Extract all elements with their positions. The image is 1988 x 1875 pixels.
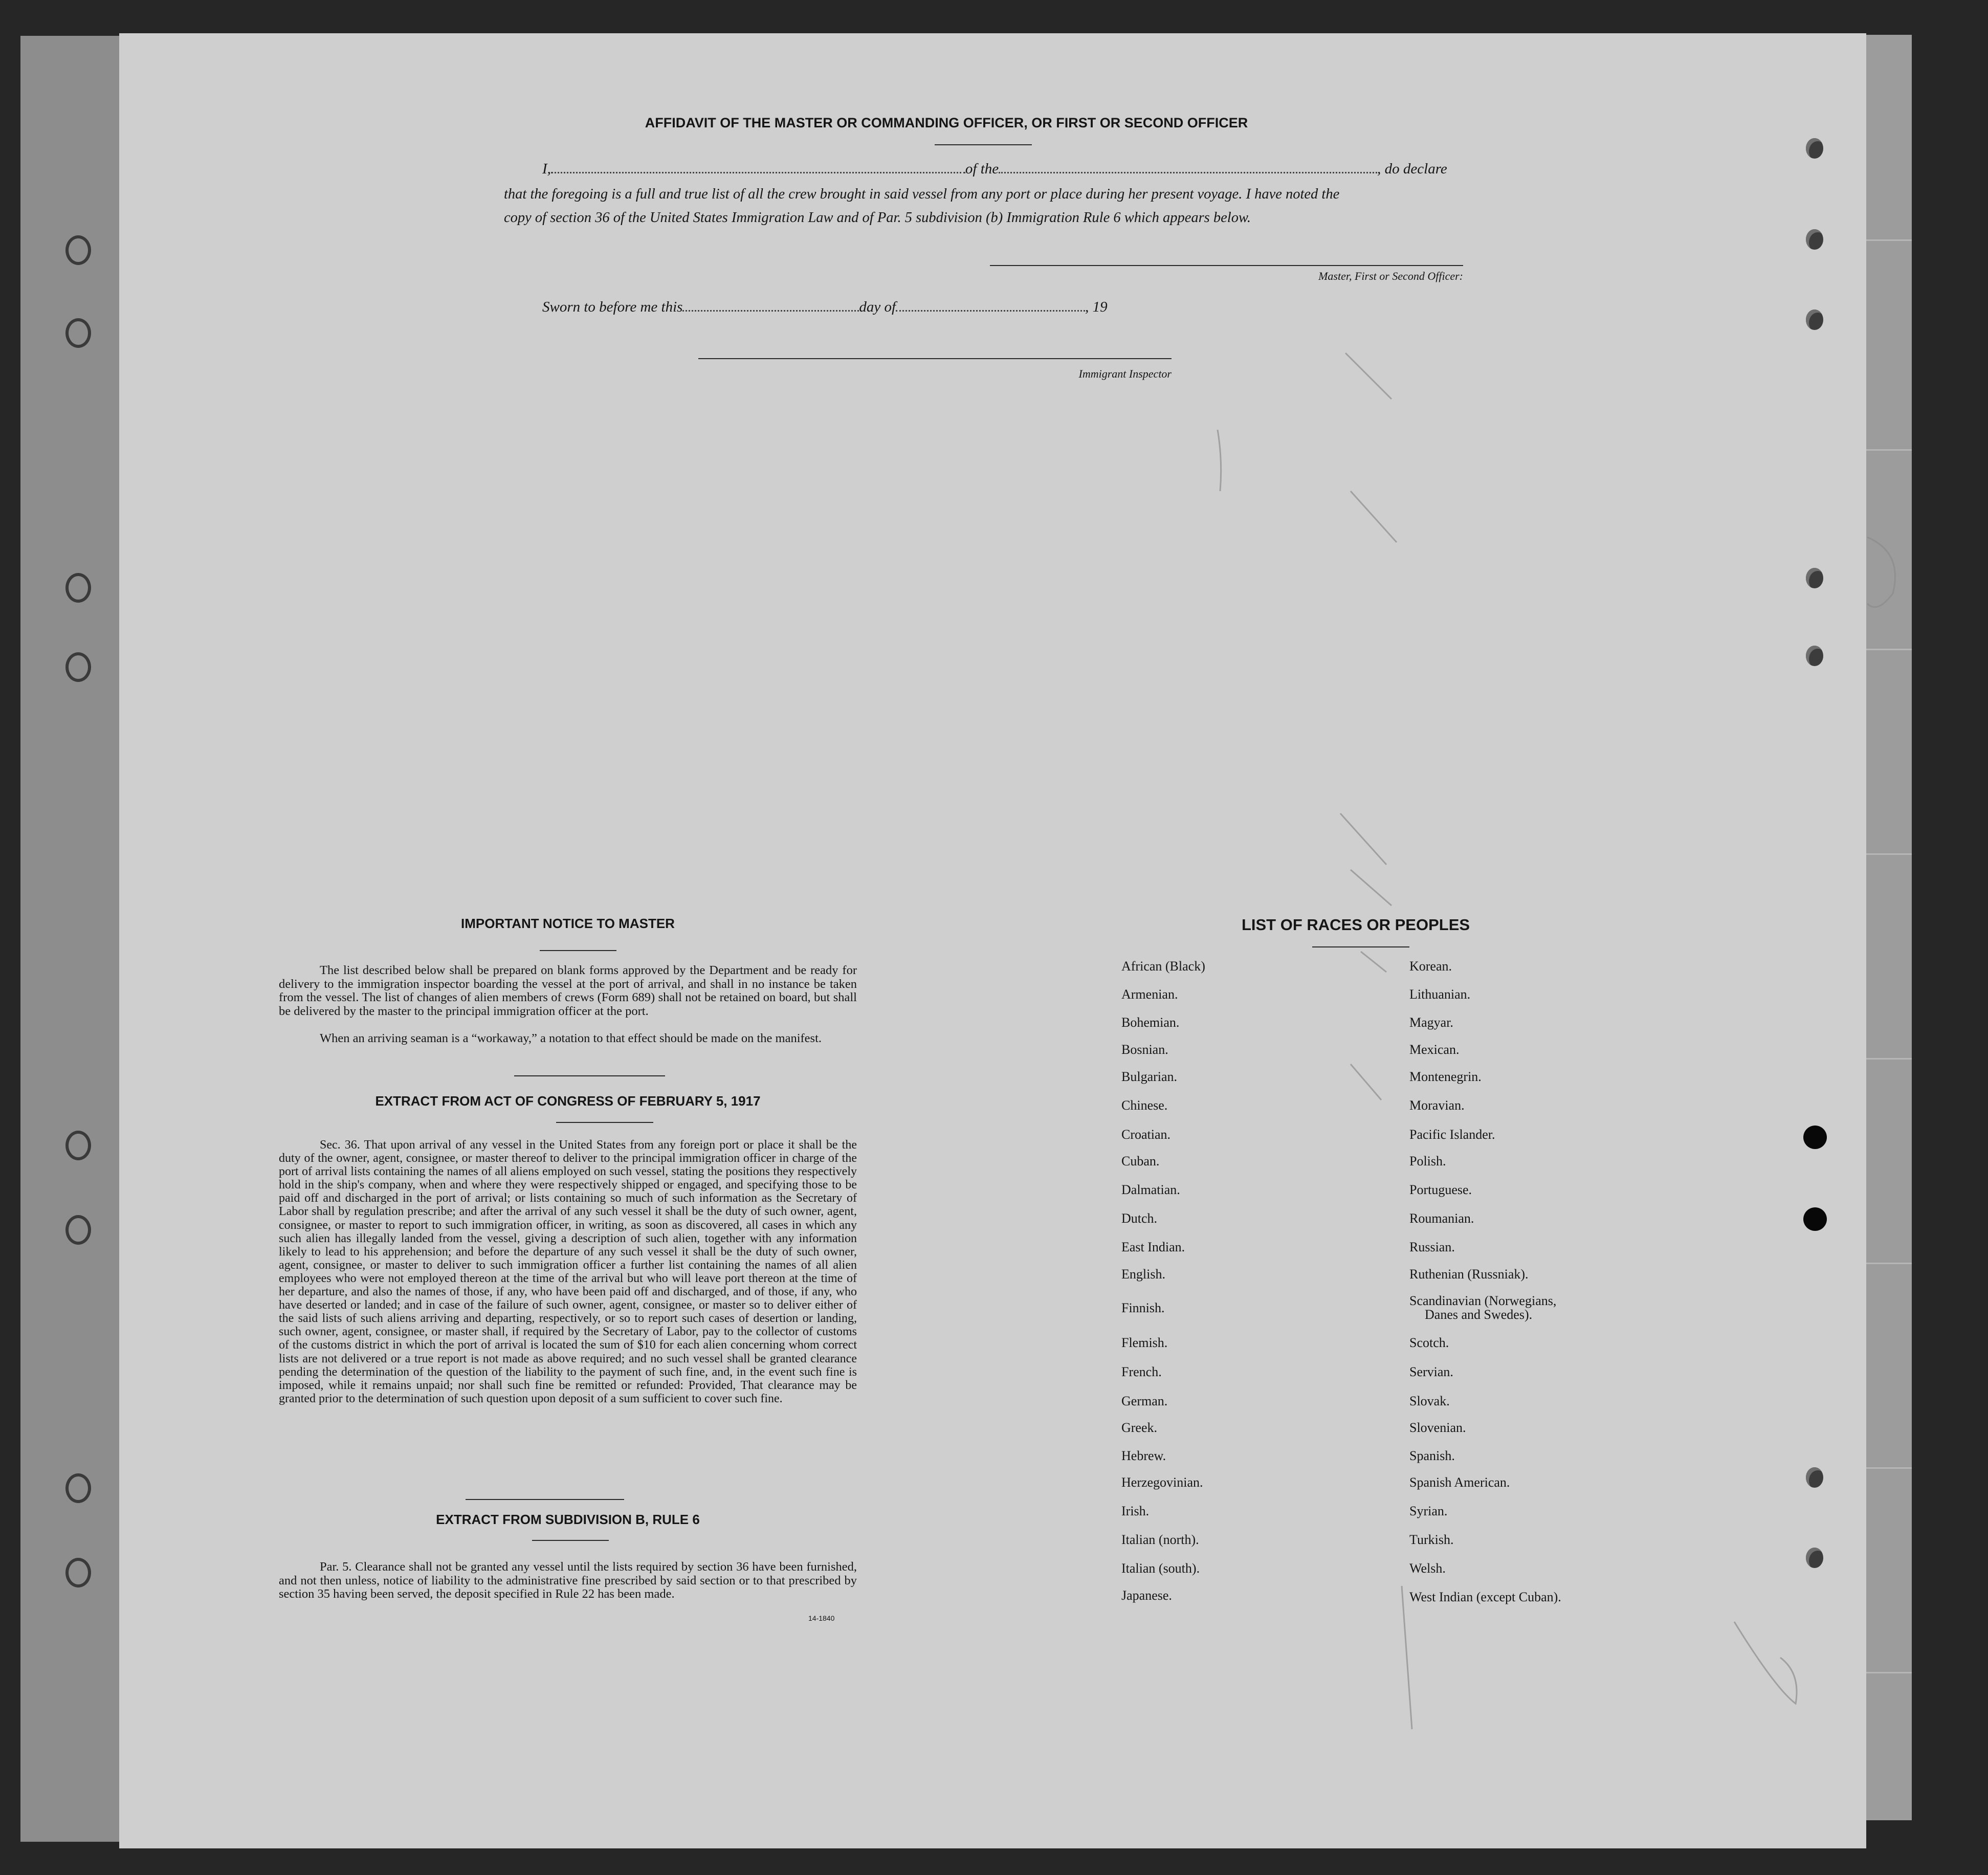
sworn-year: , 19 <box>1085 299 1108 315</box>
affidavit-line-3: copy of section 36 of the United States Immigration Law and of Par. 5 subdivision (b) Immigration Rule 6 which appears below. <box>504 210 1251 226</box>
race-item: Danes and Swedes). <box>1425 1307 1533 1322</box>
sworn-prefix: Sworn to before me this <box>542 299 683 315</box>
race-item: Greek. <box>1121 1420 1158 1435</box>
race-item: Korean. <box>1409 959 1452 974</box>
race-item: Bohemian. <box>1121 1015 1180 1030</box>
race-item: Servian. <box>1409 1364 1453 1379</box>
sworn-day-of: day of <box>859 299 896 315</box>
inspector-label: Immigrant Inspector <box>1078 367 1172 380</box>
race-item: Herzegovinian. <box>1121 1475 1203 1490</box>
race-item: Slovak. <box>1409 1394 1450 1408</box>
race-item: Scandinavian (Norwegians, <box>1409 1293 1557 1308</box>
race-item: Roumanian. <box>1409 1211 1474 1226</box>
race-item: East Indian. <box>1121 1240 1185 1254</box>
master-signature-label: Master, First or Second Officer: <box>1318 270 1463 282</box>
race-item: Japanese. <box>1121 1588 1172 1603</box>
race-item: Italian (south). <box>1121 1561 1200 1576</box>
act-extract-text: Sec. 36. That upon arrival of any vessel in the United States from any foreign port or place it shall be the duty of the owner, agent, consignee, or master thereof to deliver to the principal immigration officer in charge of the port of arrival lists containing the names of all aliens employed on such vessel, stating the positions they respectively hold in the ship's company, when and where they were respectively shipped or engaged, and specifying those to be paid off and discharged in the port of arrival; or lists containing so much of such information as the Secretary of Labor shall by regulation prescribe; and after the arrival of any such vessel it shall be the duty of such owner, agent, consignee, or master to report to such immigration officer, in writing, as soon as discovered, all cases in which any such alien has illegally landed from the vessel, giving a description of such alien, together with any information likely to lead to his apprehension; and before the departure of any such vessel it shall be the duty of such owner, agent, consignee, or master to deliver to such immigration officer a further list containing the names of all alien employees who were not employed thereon at the time of the arrival but who will leave port thereon at the time of her departure, and also the names of those, if any, who have been paid off and discharged, and of those, if any, who have deserted or landed; and in case of the failure of such owner, agent, consignee, or master so to deliver either of the said lists of such aliens arriving and departing, respectively, or so to report such cases of desertion or landing, such owner, agent, consignee, or master shall, if required by the Secretary of Labor, pay to the collector of customs of the customs district in which the port of arrival is located the sum of $10 for each alien concerning whom correct lists are not delivered or a true report is not made as above required; and no such vessel shall be granted clearance pending the determination of the question of the liability to the payment of such fine, and, in the event such fine is imposed, while it remains unpaid; nor shall such fine be remitted or refunded: Provided, That clearance may be granted prior to the determination of such question upon deposit of a sum sufficient to cover such fine. <box>279 1138 857 1405</box>
race-item: Cuban. <box>1121 1154 1160 1168</box>
race-item: Ruthenian (Russniak). <box>1409 1267 1529 1282</box>
race-item: Welsh. <box>1409 1561 1446 1576</box>
race-item: Dalmatian. <box>1121 1182 1180 1197</box>
race-item: Turkish. <box>1409 1532 1454 1547</box>
race-item: Bosnian. <box>1121 1042 1168 1057</box>
race-item: Spanish. <box>1409 1448 1455 1463</box>
affidavit-title: AFFIDAVIT OF THE MASTER OR COMMANDING OFFICER, OR FIRST OR SECOND OFFICER <box>645 115 1248 130</box>
race-item: Finnish. <box>1121 1300 1165 1315</box>
race-item: Mexican. <box>1409 1042 1460 1057</box>
form-number: 14-1840 <box>808 1614 835 1622</box>
race-item: Italian (north). <box>1121 1532 1199 1547</box>
race-item: African (Black) <box>1121 959 1205 974</box>
affidavit-line-2: that the foregoing is a full and true list of all the crew brought in said vessel from any port or place during her present voyage. I have noted the <box>504 186 1340 202</box>
race-item: English. <box>1121 1267 1165 1282</box>
race-item: Syrian. <box>1409 1504 1448 1518</box>
rule-extract-text: Par. 5. Clearance shall not be granted any vessel until the lists required by section 36 have been furnished, and not then unless, notice of liability to the administrative fine prescribed by said section or to that prescribed by section 35 having been served, the deposit specified in Rule 22 has been made. <box>279 1560 857 1601</box>
race-item: Scotch. <box>1409 1335 1449 1350</box>
race-item: Portuguese. <box>1409 1182 1472 1197</box>
race-item: Spanish American. <box>1409 1475 1510 1490</box>
notice-title: IMPORTANT NOTICE TO MASTER <box>461 916 675 931</box>
race-item: French. <box>1121 1364 1162 1379</box>
rule-extract-title: EXTRACT FROM SUBDIVISION B, RULE 6 <box>436 1512 700 1527</box>
race-item: Pacific Islander. <box>1409 1127 1495 1142</box>
race-item: Slovenian. <box>1409 1420 1466 1435</box>
notice-text: The list described below shall be prepared on blank forms approved by the Department and be ready for delivery to the immigration inspector boarding the vessel at the port of arrival, and shall in no instance be taken from the vessel. The list of changes of alien members of crews (Form 689) shall not be retained on board, but shall be delivered by the master to the principal immigration officer at the port. <box>279 963 857 1018</box>
race-item: Flemish. <box>1121 1335 1168 1350</box>
race-item: Dutch. <box>1121 1211 1158 1226</box>
affidavit-i: I, <box>542 161 551 177</box>
race-item: Irish. <box>1121 1504 1150 1518</box>
race-item: Lithuanian. <box>1409 987 1471 1002</box>
affidavit-declare: , do declare <box>1377 161 1447 177</box>
affidavit-of-the: of the <box>965 161 999 177</box>
races-title: LIST OF RACES OR PEOPLES <box>1241 916 1470 934</box>
race-item: Croatian. <box>1121 1127 1171 1142</box>
race-item: Moravian. <box>1409 1098 1465 1113</box>
race-item: Montenegrin. <box>1409 1069 1482 1084</box>
race-item: German. <box>1121 1394 1168 1408</box>
race-item: Chinese. <box>1121 1098 1168 1113</box>
notice-text-2: When an arriving seaman is a “workaway,” a notation to that effect should be made on the manifest. <box>320 1031 822 1045</box>
race-item: Russian. <box>1409 1240 1455 1254</box>
race-item: West Indian (except Cuban). <box>1409 1590 1561 1604</box>
race-item: Magyar. <box>1409 1015 1453 1030</box>
race-item: Polish. <box>1409 1154 1446 1168</box>
race-item: Armenian. <box>1121 987 1178 1002</box>
race-item: Hebrew. <box>1121 1448 1166 1463</box>
race-item: Bulgarian. <box>1121 1069 1178 1084</box>
act-extract-title: EXTRACT FROM ACT OF CONGRESS OF FEBRUARY 5, 1917 <box>375 1093 761 1109</box>
